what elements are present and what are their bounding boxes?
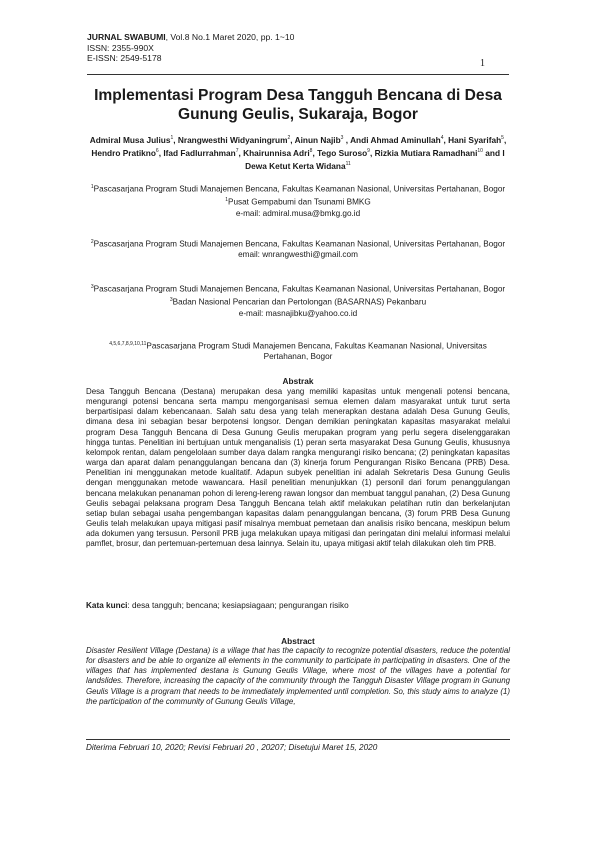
affiliation-email: e-mail: masnajibku@yahoo.co.id bbox=[238, 308, 358, 318]
header-divider bbox=[87, 74, 509, 75]
author-affiliation-marker: 2 bbox=[287, 135, 291, 141]
affiliation-marker: 2 bbox=[90, 239, 94, 245]
author-affiliation-marker: 11 bbox=[345, 161, 351, 168]
author-list: Admiral Musa Julius$^1$, Nrangwesthi Widyaningrum$^2$, Ainun Najib$^3$ , Andi Ahmad Aminullah$^4$, Hani Syarifah$^5$, Hendro Pratikno$^6$, Ifad Fadlurrahman$^7$, Khairunnisa Adri$^8$, Tego Suroso$^9$, Rizkia Mutiara Ramadhani$^{10}$ and I Dewa Ketut Kerta Widana$^{11}$ bbox=[89, 134, 507, 171]
author-affiliation-marker: 8 bbox=[309, 148, 313, 155]
affiliation-marker: 4,5,6,7,8,9,10,11 bbox=[109, 341, 147, 347]
author-affiliation-marker: 10 bbox=[477, 148, 483, 155]
journal-citation bbox=[87, 32, 509, 43]
author-affiliation-marker: 4 bbox=[440, 135, 444, 141]
keywords-label: Kata kunci bbox=[86, 601, 128, 610]
abstract-body-en: Disaster Resilient Village (Destana) is a village that has the capacity to recognize potential disasters, reduce the potential for disasters and be able to organize all elements in the community to participate in participating in disasters. One of the villages that has implemented destana is Gunung Geulis Village, where most of the villages have a potential for landslides. Therefore, increasing the capacity of the community through the Tangguh Disaster Village program in Gunung Geulis Village is a program that needs to be immediately implemented until completion. So, this study aims to analyze (1) the participation of the community of Gunung Geulis Village, bbox=[86, 646, 510, 706]
journal-volume-info: , Vol.8 No.1 Maret 2020, pp. 1~10 bbox=[165, 32, 295, 42]
author-affiliation-marker: 6 bbox=[155, 148, 159, 155]
author-affiliation-marker: 9 bbox=[367, 148, 370, 155]
author-affiliation-marker: 5 bbox=[501, 135, 504, 141]
author-name: Ifad Fadlurrahman bbox=[163, 147, 236, 158]
affiliation-secondary: Badan Nasional Pencarian dan Pertolongan (BASARNAS) Pekanbaru bbox=[172, 298, 427, 308]
affiliation-institution: Pascasarjana Program Studi Manajemen Bencana, Fakultas Keamanan Nasional, Universitas Pertahanan, Bogor bbox=[93, 239, 506, 249]
affiliation-marker: 1 bbox=[225, 197, 229, 204]
affiliation-marker: 3 bbox=[169, 297, 173, 304]
author-name: Hendro Pratikno bbox=[91, 147, 156, 158]
affiliation-marker: 3 bbox=[90, 284, 94, 290]
paper-title: Implementasi Program Desa Tangguh Bencana di Desa Gunung Geulis, Sukaraja, Bogor bbox=[94, 87, 502, 123]
affiliation-marker: 1 bbox=[90, 184, 94, 190]
author-affiliation-marker: 7 bbox=[235, 148, 239, 155]
journal-header bbox=[87, 32, 509, 69]
issn: ISSN: 2355-990X bbox=[87, 42, 154, 53]
author-name: Andi Ahmad Aminullah bbox=[350, 134, 441, 145]
abstract-body-id: Desa Tangguh Bencana (Destana) merupakan desa yang memiliki kapasitas untuk mengenali potensi bencana, mengurangi potensi bencana serta mampu mengorganisasi semua elemen dalam masyarakat untuk turut serta berpartisipasi dalam kebencanaan. Salah satu desa yang telah menerapkan destana adalah Desa Gunung Geulis, dimana desa ini sebagian besar berpotensi longsor. Dengan demikian peningkatan kapasitas masyarakat melalui program Desa Tangguh Bencana di Desa Gunung Geulis merupakan program yang perlu segera diselenggarakan hingga tuntas. Penelitian ini bertujuan untuk menganalisis (1) peran serta masyarakat Desa Gunung Geulis, khususnya kelompok rentan, dalam pengelolaan sumber daya dalam rangka mengurangi risiko bencana; (2) peningkatan kapasitas warga dan aparat dalam penanggulangan bencana dan (3) kinerja forum Pengurangan Risiko Bencana (PRB) Desa. Penelitian ini menggunakan metode kualitatif. Adapun subyek penelitian ini adalah Sekretaris Desa Gunung Geulis dengan menggunakan metode wawancara. Hasil penelitian menunjukkan (1) personil dari forum penanggulangan bencana melakukan penanaman pohon di lereng-lereng rawan longsor dan membuat tanggul panahan, (2) Desa Gunung Geulis sebagai pelaksana program Desa Tangguh Bencana telah aktif melakukan pelatihan rutin dan berkelanjutan setiap bulan sebagai usaha pengembangan kapasitas dalam penanggulangan bencana, (3) forum PRB Desa Gunung Geulis telah melakukan upaya mitigasi pasif misalnya membuat pemetaan dan analisis risiko bencana, meskipun belum ada dokumen yang tersusun. Personil PRB juga melakukan upaya mitigasi dan peringatan dini melalui informasi melalui pamflet, brosur, dan pertemuan-pertemuan desa lainnya. Selain itu, upaya mitigasi aktif telah dilakukan oleh tim PRB. bbox=[86, 387, 510, 549]
affiliation-email: email: wnrangwesthi@gmail.com bbox=[238, 250, 358, 260]
affiliation-institution: Pascasarjana Program Studi Manajemen Bencana, Fakultas Keamanan Nasional, Universitas Pertahanan, Bogor bbox=[93, 184, 506, 194]
author-name: Rizkia Mutiara Ramadhani bbox=[374, 147, 478, 158]
affiliation-3 bbox=[86, 282, 510, 319]
author-affiliation-marker: 3 bbox=[340, 135, 344, 141]
keywords-text: : desa tangguh; bencana; kesiapsiagaan; pengurangan risiko bbox=[127, 601, 349, 610]
affiliation-email: e-mail: admiral.musa@bmkg.go.id bbox=[235, 208, 361, 218]
affiliation-institution: Pascasarjana Program Studi Manajemen Bencana, Fakultas Keamanan Nasional, Universitas Pertahanan, Bogor bbox=[93, 284, 506, 294]
author-name: Nrangwesthi Widyaningrum bbox=[177, 134, 288, 145]
footer-divider bbox=[86, 739, 510, 740]
affiliation-4 bbox=[86, 339, 510, 363]
author-name: Tego Suroso bbox=[317, 147, 368, 158]
affiliation-2 bbox=[86, 237, 510, 261]
abstract-heading-id: Abstrak bbox=[282, 376, 314, 386]
eissn: E-ISSN: 2549-5178 bbox=[87, 53, 162, 64]
author-name: Admiral Musa Julius bbox=[89, 134, 171, 145]
author-affiliation-marker: 1 bbox=[170, 135, 174, 141]
author-name: Khairunnisa Adri bbox=[243, 147, 310, 158]
author-name: Ainun Najib bbox=[294, 134, 341, 145]
affiliation-secondary: Pusat Gempabumi dan Tsunami BMKG bbox=[228, 198, 371, 208]
submission-dates: Diterima Februari 10, 2020; Revisi Februari 20 , 20207; Disetujui Maret 15, 2020 bbox=[86, 743, 378, 752]
affiliation-1 bbox=[86, 182, 510, 219]
abstract-heading-en: Abstract bbox=[281, 636, 315, 646]
affiliation-institution: Pascasarjana Program Studi Manajemen Bencana, Fakultas Keamanan Nasional, Universitas Pertahanan, Bogor bbox=[146, 341, 487, 362]
author-name: I Dewa Ketut Kerta Widana bbox=[245, 147, 505, 171]
author-name: Hani Syarifah bbox=[448, 134, 502, 145]
journal-name: JURNAL SWABUMI bbox=[87, 32, 166, 42]
keywords bbox=[86, 601, 510, 610]
page-number: 1 bbox=[480, 58, 485, 69]
